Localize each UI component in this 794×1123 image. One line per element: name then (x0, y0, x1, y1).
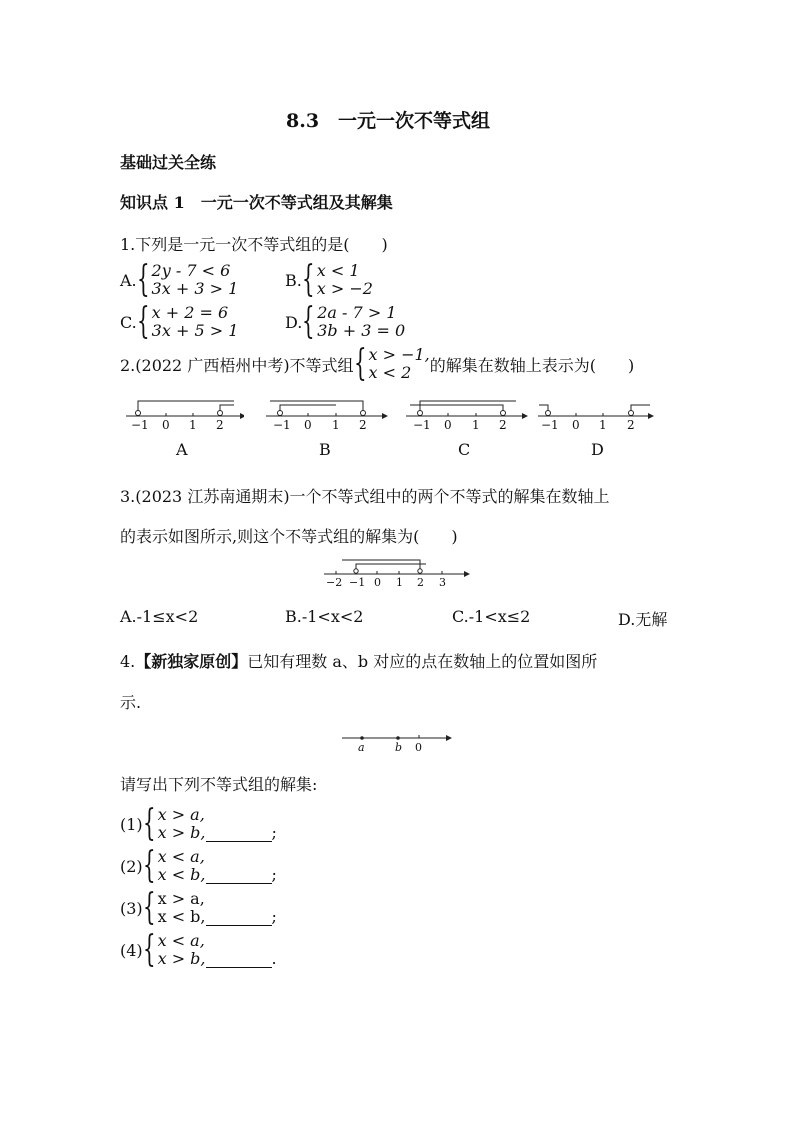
q2-system-line: x < 2 (368, 363, 412, 382)
q4-item-3 (120, 887, 277, 928)
q1-option-line: 2a - 7 > 1 (317, 303, 397, 322)
point-label-a: a (358, 741, 365, 754)
tick-label: −1 (349, 576, 366, 589)
q4-stem-text: 已知有理数 a、b 对应的点在数轴上的位置如图所 (247, 652, 598, 671)
tick-label: 0 (162, 418, 170, 432)
q4-item-line: x > a, (157, 889, 205, 908)
q1-option-a (120, 259, 239, 300)
q2-option-label-a: A (176, 440, 188, 459)
q4-item-line: x < b, (157, 907, 206, 926)
answer-blank[interactable] (206, 911, 272, 926)
q4-stem-line2: 示. (120, 693, 142, 712)
tick-label: −2 (326, 576, 343, 589)
q1-option-letter: C. (120, 312, 137, 332)
q3-stem-line1: 3.(2023 江苏南通期末)一个不等式组中的两个不等式的解集在数轴上 (120, 487, 610, 506)
q1-option-line: 2y - 7 < 6 (151, 261, 231, 280)
q2-stem-prefix: 2.(2022 广西梧州中考)不等式组 (120, 355, 354, 375)
point-label-b: b (395, 741, 403, 754)
q1-option-c (120, 301, 239, 342)
q1-option-d (285, 301, 406, 342)
q4-stem-line1 (120, 649, 597, 672)
q1-option-line: x + 2 = 6 (151, 303, 229, 322)
q1-option-line: x < 1 (316, 261, 360, 280)
q2-option-label-b: B (319, 440, 331, 459)
tick-label: 1 (472, 418, 480, 432)
q4-item-number: (2) (120, 856, 143, 876)
brace-icon: { (142, 803, 156, 844)
q1-stem: 1.下列是一元一次不等式组的是( ) (120, 235, 388, 254)
q4-tag: 【新独家原创】 (135, 652, 248, 671)
tick-label: −1 (273, 418, 291, 432)
tick-label: 1 (332, 418, 340, 432)
q4-item-line: x < a, (157, 931, 205, 950)
q1-option-b (285, 259, 373, 300)
answer-blank[interactable] (206, 869, 272, 884)
q4-number: 4. (120, 652, 136, 671)
q3-option-b: B.-1<x<2 (285, 607, 364, 626)
tick-label: 3 (439, 576, 446, 589)
q4-item-end: ; (271, 823, 277, 842)
q1-option-line: x > −2 (316, 279, 373, 298)
answer-blank[interactable] (206, 827, 272, 842)
knowledge-point-heading: 知识点 1 一元一次不等式组及其解集 (120, 193, 393, 212)
q4-item-number: (3) (120, 898, 143, 918)
q4-item-number: (4) (120, 940, 143, 960)
q4-item-end: ; (271, 865, 277, 884)
q2-option-label-d: D (591, 440, 604, 459)
q4-item-line: x > b, (157, 949, 206, 968)
q4-item-line: x < b, (157, 865, 206, 884)
q4-item-1 (120, 803, 277, 844)
tick-label: −1 (541, 418, 559, 432)
tick-label: 0 (374, 576, 381, 589)
brace-icon: { (302, 301, 315, 342)
q3-option-a: A.-1≤x<2 (120, 607, 199, 626)
q2-stem (120, 343, 635, 384)
q4-instruction: 请写出下列不等式组的解集: (120, 775, 318, 794)
tick-label: 1 (599, 418, 607, 432)
q4-item-line: x > b, (157, 823, 206, 842)
brace-icon: { (142, 929, 156, 970)
tick-label: 2 (499, 418, 507, 432)
q4-item-4 (120, 929, 277, 970)
q4-item-line: x > a, (157, 805, 205, 824)
q1-option-line: 3x + 5 > 1 (151, 321, 239, 340)
section-heading: 基础过关全练 (120, 153, 217, 172)
tick-label: 2 (627, 418, 635, 432)
tick-label: −1 (413, 418, 431, 432)
q1-option-line: 3b + 3 = 0 (317, 321, 406, 340)
brace-icon: { (353, 343, 367, 384)
q1-option-line: 3x + 3 > 1 (151, 279, 239, 298)
q4-item-end: ; (271, 907, 277, 926)
brace-icon: { (142, 887, 156, 928)
tick-label: 2 (417, 576, 424, 589)
tick-label: 0 (304, 418, 312, 432)
brace-icon: { (136, 301, 150, 342)
q4-item-end: . (271, 949, 277, 968)
answer-blank[interactable] (206, 953, 272, 968)
q4-item-2 (120, 845, 277, 886)
q2-stem-suffix: 的解集在数轴上表示为( ) (429, 355, 635, 375)
q4-item-line: x < a, (157, 847, 205, 866)
q3-option-c: C.-1<x≤2 (452, 607, 531, 626)
tick-label: 2 (359, 418, 367, 432)
tick-label: 2 (216, 418, 224, 432)
q1-option-letter: D. (285, 312, 303, 332)
tick-label: 1 (396, 576, 403, 589)
brace-icon: { (301, 259, 315, 300)
page-title: 8.3 一元一次不等式组 (286, 110, 491, 132)
tick-label: −1 (131, 418, 149, 432)
tick-label: 1 (189, 418, 197, 432)
q2-system-line: x > −1, (368, 345, 430, 364)
q1-option-letter: A. (120, 270, 137, 290)
brace-icon: { (142, 845, 156, 886)
brace-icon: { (136, 259, 150, 300)
q3-stem-line2: 的表示如图所示,则这个不等式组的解集为( ) (120, 527, 458, 546)
q1-option-letter: B. (285, 270, 302, 290)
tick-label: 0 (444, 418, 452, 432)
q2-option-label-c: C (458, 440, 471, 459)
tick-label: 0 (572, 418, 580, 432)
point-label-zero: 0 (415, 741, 422, 754)
q4-item-number: (1) (120, 814, 143, 834)
q3-option-d: D.无解 (618, 610, 668, 629)
